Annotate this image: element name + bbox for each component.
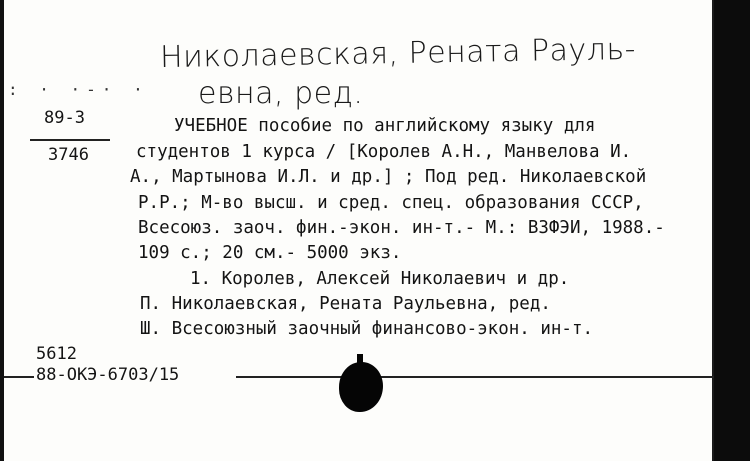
description-line-3: А., Мартынова И.Л. и др.] ; Под ред. Николаевской [130, 167, 647, 187]
footer-rule-left [4, 376, 34, 378]
tracing-entry-3: Ш. Всесоюзный заочный финансово-экон. ин-т. [140, 319, 594, 339]
tracing-entry-2: П. Николаевская, Рената Раульевна, ред. [140, 294, 551, 314]
footer-code: 88-ОКЭ-6703/15 [36, 365, 180, 385]
card-left-edge [0, 0, 4, 461]
card-right-edge [714, 0, 750, 461]
description-line-6: 109 с.; 20 см.- 5000 экз. [138, 243, 402, 263]
description-line-2: студентов 1 курса / [Королев А.Н., Манвелова И. [136, 142, 632, 162]
footer-rule-right [236, 376, 714, 378]
tracing-entry-1: 1. Королев, Алексей Николаевич и др. [190, 269, 570, 289]
handwritten-heading-line-1: Николаевская, Рената Рауль- [159, 31, 637, 76]
call-number-bottom: 3746 [48, 145, 89, 165]
footer-number: 5612 [36, 344, 77, 364]
call-number-divider [30, 139, 110, 141]
description-line-4: Р.Р.; М-во высш. и сред. спец. образования СССР, [138, 193, 644, 213]
description-line-5: Всесоюз. заоч. фин.-экон. ин-т.- М.: ВЗФЭИ, 1988.- [138, 218, 665, 238]
call-number-top: 89-3 [44, 108, 85, 128]
description-line-1: УЧЕБНОЕ пособие по английскому языку для [174, 116, 596, 136]
smudge-dots: : · ·-· · [8, 80, 149, 99]
ink-stamp-blot [339, 362, 383, 412]
handwritten-heading-line-2: евна, ред. [198, 76, 364, 111]
